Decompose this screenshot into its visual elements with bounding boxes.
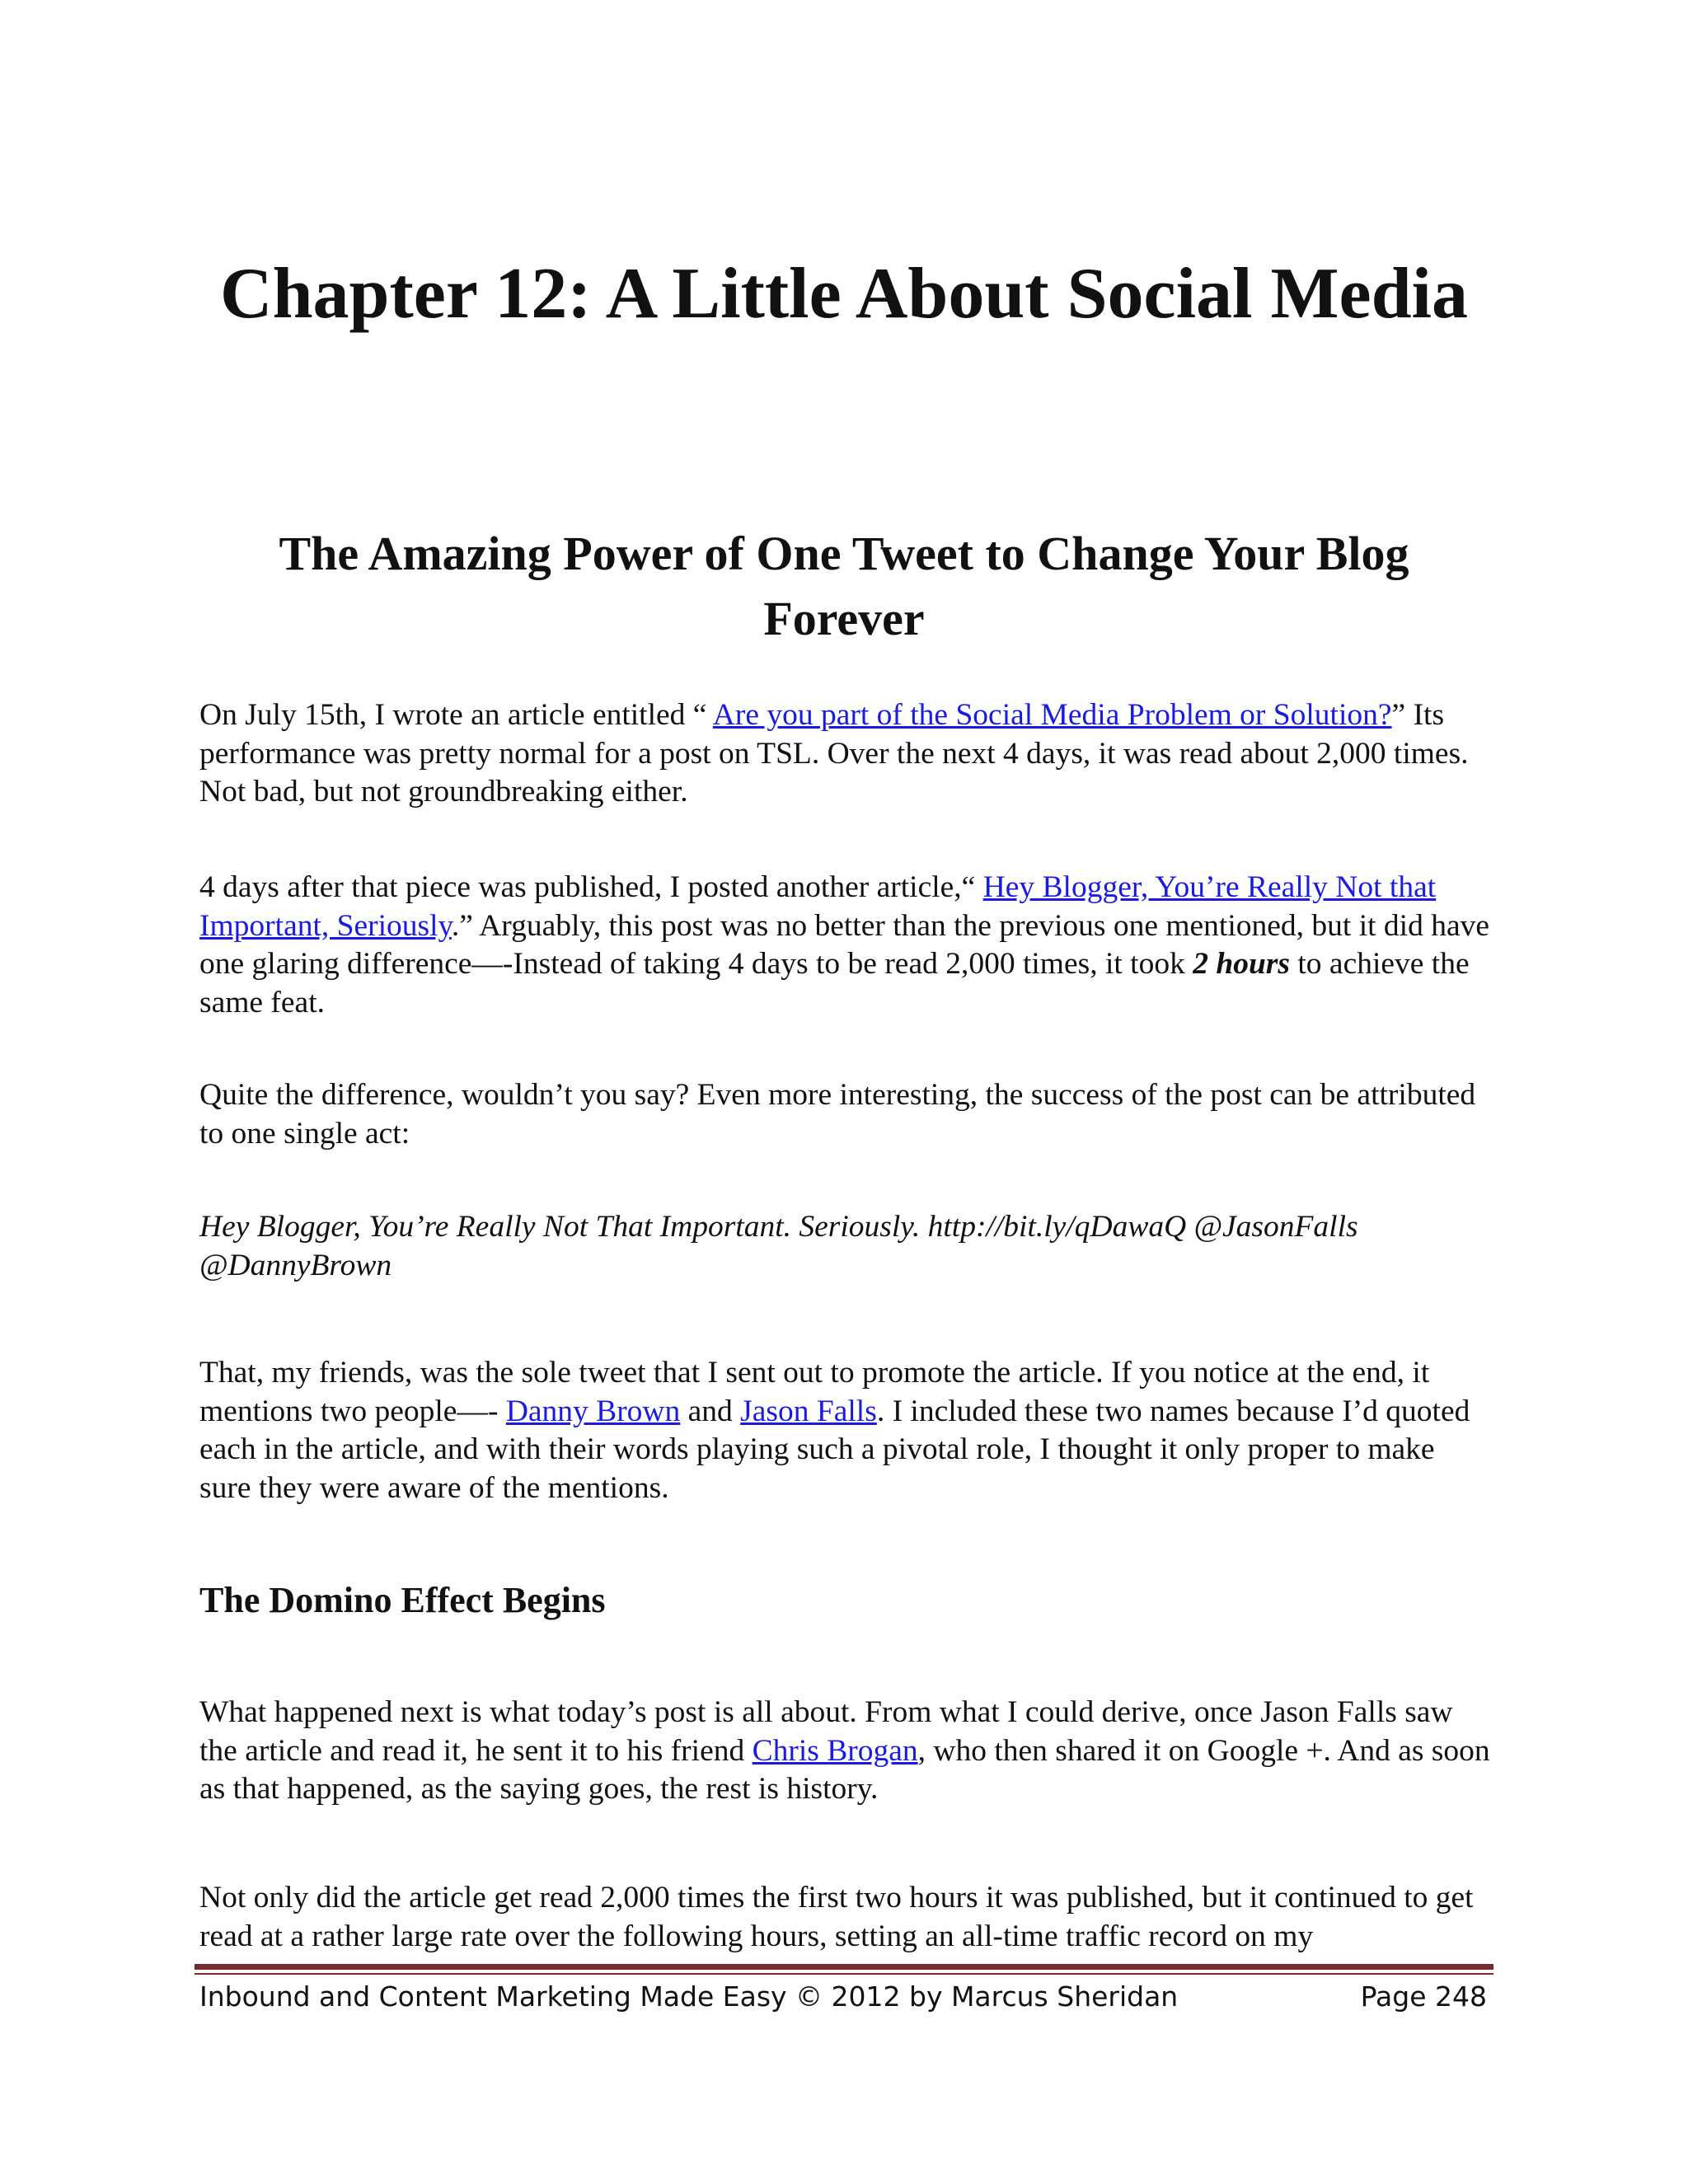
paragraph-5	[199, 1694, 1493, 1809]
paragraph-5-text-a: What happened next is what today’s post is all about. From what I could derive, once Jason Falls saw the article and read it, he sent it to his friend	[199, 1695, 1453, 1768]
emphasis-2-hours: 2 hours	[1193, 947, 1290, 981]
paragraph-4-text-a: That, my friends, was the sole tweet that I sent out to promote the article. If you notice at the end, it mentions two people—-	[199, 1356, 1430, 1428]
paragraph-6: Not only did the article get read 2,000 times the first two hours it was published, but it continued to get read at a rather large rate over the following hours, setting an all-time traffic record on my	[199, 1881, 1474, 1953]
footer-rule-thin	[195, 1973, 1493, 1975]
paragraph-4-text-b: and	[680, 1394, 741, 1428]
paragraph-1-text-a: On July 15th, I wrote an article entitled “	[199, 698, 713, 732]
chapter-title: Chapter 12: A Little About Social Media	[220, 254, 1468, 334]
footer-page-number: Page 248	[1360, 1980, 1487, 2013]
link-danny-brown[interactable]: Danny Brown	[505, 1394, 681, 1428]
footer-book-credit: Inbound and Content Marketing Made Easy © 2012 by Marcus Sheridan	[199, 1980, 1179, 2013]
paragraph-2-text-c: to achieve the same feat.	[199, 947, 1470, 1019]
link-jason-falls[interactable]: Jason Falls	[740, 1394, 877, 1428]
paragraph-3: Quite the difference, wouldn’t you say? Even more interesting, the success of the post can be attributed to one single act:	[199, 1078, 1476, 1151]
footer-rule-thick	[195, 1964, 1493, 1970]
paragraph-2-text-a: 4 days after that piece was published, I posted another article,“	[199, 870, 983, 904]
paragraph-4-text-c: . I included these two names because I’d quoted each in the article, and with their words playing such a pivotal role, I thought it only proper to make sure they were aware of the mentions.	[199, 1394, 1470, 1505]
link-chris-brogan[interactable]: Chris Brogan	[752, 1733, 918, 1768]
paragraph-1	[199, 696, 1493, 812]
paragraph-4	[199, 1354, 1493, 1507]
link-social-media-problem[interactable]: Are you part of the Social Media Problem or Solution?	[712, 698, 1392, 732]
link-hey-blogger[interactable]: Hey Blogger, You’re Really Not that Important, Seriously	[199, 870, 1437, 943]
paragraph-5-text-b: , who then shared it on Google +. And as soon as that happened, as the saying goes, the rest is history.	[199, 1733, 1490, 1806]
paragraph-2-text-b: .” Arguably, this post was no better than the previous one mentioned, but it did have one glaring difference—-Instead of taking 4 days to be read 2,000 times, it took	[199, 908, 1490, 981]
paragraph-2	[199, 869, 1493, 1022]
quoted-tweet: Hey Blogger, You’re Really Not That Important. Seriously. http://bit.ly/qDawaQ @JasonFalls @DannyBrown	[199, 1210, 1358, 1282]
paragraph-1-text-b: ” Its performance was pretty normal for a post on TSL. Over the next 4 days, it was read about 2,000 times. Not bad, but not groundbreaking either.	[199, 698, 1469, 808]
subheading-domino-effect: The Domino Effect Begins	[199, 1580, 606, 1620]
section-title: The Amazing Power of One Tweet to Change Your Blog Forever	[279, 527, 1409, 645]
